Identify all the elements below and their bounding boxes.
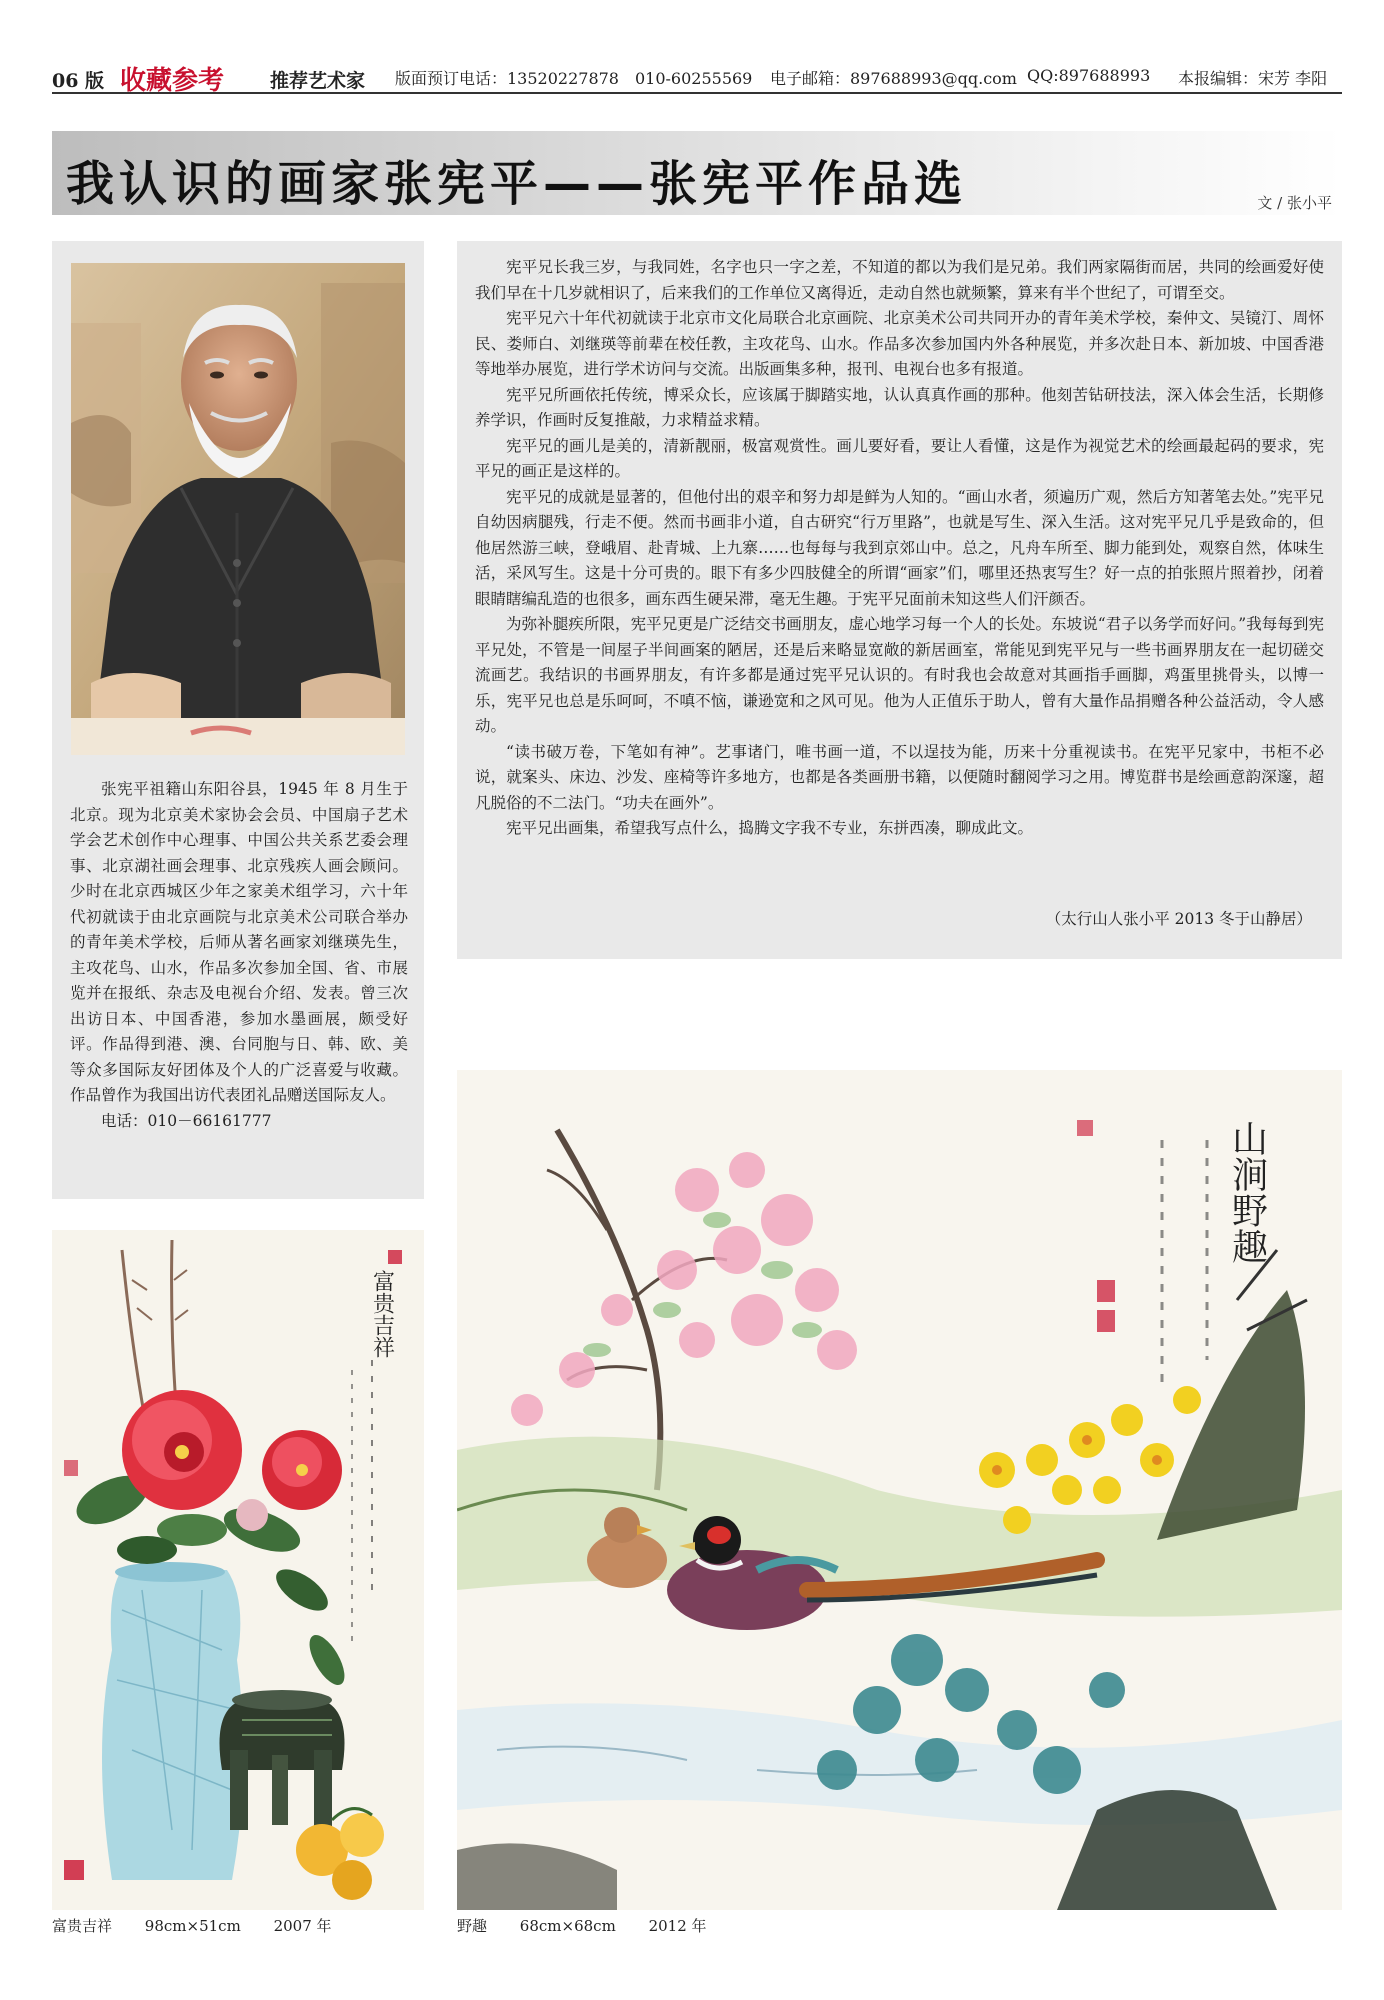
- bio-phone: 电话：010－66161777: [101, 1111, 272, 1130]
- editors: 本报编辑：宋芳 李阳: [1178, 69, 1328, 88]
- article-paragraph: 宪平兄的画儿是美的，清新靓丽，极富观赏性。画儿要好看，要让人看懂，这是作为视觉艺术的绘画最起码的要求，宪平兄的画正是这样的。: [475, 436, 1324, 480]
- article-paragraph: 宪平兄出画集，希望我写点什么，捣腾文字我不专业，东拼西凑，聊成此文。: [506, 819, 1034, 837]
- caption-year: 2012 年: [648, 1917, 707, 1935]
- qq-number: QQ:897688993: [1027, 66, 1151, 85]
- caption-painting-1: [52, 1915, 360, 1936]
- seal-stamp: [64, 1460, 78, 1476]
- article-panel: [457, 241, 1342, 959]
- page-number: 06 版: [52, 70, 105, 92]
- seal-stamp: [388, 1250, 402, 1264]
- section-title: 推荐艺术家: [270, 70, 366, 92]
- seal-stamp: [1097, 1280, 1115, 1302]
- booking-phone: 版面预订电话：13520227878 010-60255569: [395, 69, 753, 88]
- brand-title: 收藏参考: [120, 66, 225, 96]
- artist-profile: [52, 241, 424, 1199]
- article-body: [475, 255, 1324, 842]
- caption-painting-2: [457, 1915, 735, 1936]
- painting-inscription: [1227, 1120, 1268, 1264]
- article-paragraph: “读书破万卷，下笔如有神”。艺事诸门，唯书画一道，不以逞技为能，历来十分重视读书。在宪平兄家中，书柜不必说，就案头、床边、沙发、座椅等许多地方，也都是各类画册书籍，以便随时翻阅学习之用。博览群书是绘画意韵深邃，超凡脱俗的不二法门。“功夫在画外”。: [475, 742, 1324, 812]
- byline: 文 / 张小平: [1257, 194, 1332, 212]
- seal-stamp: [1077, 1120, 1093, 1136]
- inscription-text: 富贵吉祥: [369, 1270, 395, 1358]
- article-paragraph: 宪平兄六十年代初就读于北京市文化局联合北京画院、北京美术公司共同开办的青年美术学校，秦仲文、吴镜汀、周怀民、娄师白、刘继瑛等前辈在校任教，主攻花鸟、山水。作品多次参加国内外各种展览，并多次赴日本、新加坡、中国香港等地举办展览，进行学术访问与交流。出版画集多种，报刊、电视台也多有报道。: [475, 309, 1324, 378]
- artist-bio: [70, 777, 408, 1134]
- caption-title: 富贵吉祥: [52, 1917, 113, 1935]
- page-header: [52, 60, 1342, 94]
- article-paragraph: 宪平兄所画依托传统，博采众长，应该属于脚踏实地，认认真真作画的那种。他刻苦钻研技法，深入体会生活，长期修养学识，作画时反复推敲，力求精益求精。: [475, 385, 1324, 429]
- artist-portrait: [71, 263, 405, 755]
- peony-vase-painting: [52, 1230, 424, 1910]
- title-band: [52, 131, 1342, 215]
- caption-title: 野趣: [457, 1917, 488, 1935]
- caption-size: 98cm×51cm: [144, 1917, 241, 1935]
- bio-paragraph: 张宪平祖籍山东阳谷县，1945 年 8 月生于北京。现为北京美术家协会会员、中国扇子艺术学会艺术创作中心理事、中国公共关系艺委会理事、北京湖社画会理事、北京残疾人画会顾问。少时在北京西城区少年之家美术组学习，六十年代初就读于由北京画院与北京美术公司联合举办的青年美术学校，后师从著名画家刘继瑛先生，主攻花鸟、山水，作品多次参加全国、省、市展览并在报纸、杂志及电视台介绍、发表。曾三次出访日本、中国香港，参加水墨画展，颇受好评。作品得到港、澳、台同胞与日、韩、欧、美等众多国际友好团体及个人的广泛喜爱与收藏。作品曾作为我国出访代表团礼品赠送国际友人。: [70, 780, 408, 1104]
- portrait-image: [71, 263, 405, 755]
- article-paragraph: 为弥补腿疾所限，宪平兄更是广泛结交书画朋友，虚心地学习每一个人的长处。东坡说“君子以务学而好问。”我每每到宪平兄处，不管是一间屋子半间画案的陋居，还是后来略显宽敞的新居画室，常能见到宪平兄与一些书画界朋友在一起切磋交流画艺。我结识的书画界朋友，有许多都是通过宪平兄认识的。有时我也会故意对其画指手画脚，鸡蛋里挑骨头，以博一乐，宪平兄也总是乐呵呵，不嗔不恼，谦逊宽和之风可见。他为人正值乐于助人，曾有大量作品捐赠各种公益活动，令人感动。: [475, 615, 1324, 735]
- painting-inscription: [370, 1270, 395, 1358]
- painting-yequ: [457, 1070, 1342, 1910]
- article-paragraph: 宪平兄的成就是显著的，但他付出的艰辛和努力却是鲜为人知的。“画山水者，须遍历广观，然后方知著笔去处。”宪平兄自幼因病腿残，行走不便。然而书画非小道，自古研究“行万里路”，也就是写生、深入生活。这对宪平兄几乎是致命的，但他居然游三峡，登峨眉、赴青城、上九寨……也每每与我到京郊山中。总之，凡舟车所至、脚力能到处，观察自然，体味生活，采风写生。这是十分可贵的。眼下有多少四肢健全的所谓“画家”们，哪里还热衷写生？好一点的拍张照片照着抄，闭着眼睛瞎编乱造的也很多，画东西生硬呆滞，毫无生趣。于宪平兄面前未知这些人们汗颜否。: [475, 487, 1324, 608]
- caption-size: 68cm×68cm: [519, 1917, 616, 1935]
- painting-fugui-jixiang: [52, 1230, 424, 1910]
- seal-stamp: [64, 1860, 84, 1880]
- caption-year: 2007 年: [273, 1917, 332, 1935]
- article-signoff: （太行山人张小平 2013 冬于山静居）: [1045, 910, 1312, 928]
- page-title: 我认识的画家张宪平——张宪平作品选: [66, 156, 968, 212]
- seal-stamp: [1097, 1310, 1115, 1332]
- pheasant-landscape-painting: [457, 1070, 1342, 1910]
- article-paragraph: 宪平兄长我三岁，与我同姓，名字也只一字之差，不知道的都以为我们是兄弟。我们两家隔街而居，共同的绘画爱好使我们早在十几岁就相识了，后来我们的工作单位又离得近，走动自然也就频繁，算来有半个世纪了，可谓至交。: [475, 258, 1324, 302]
- email: 电子邮箱：897688993@qq.com: [770, 69, 1017, 88]
- inscription-text: 山涧野趣: [1226, 1120, 1268, 1264]
